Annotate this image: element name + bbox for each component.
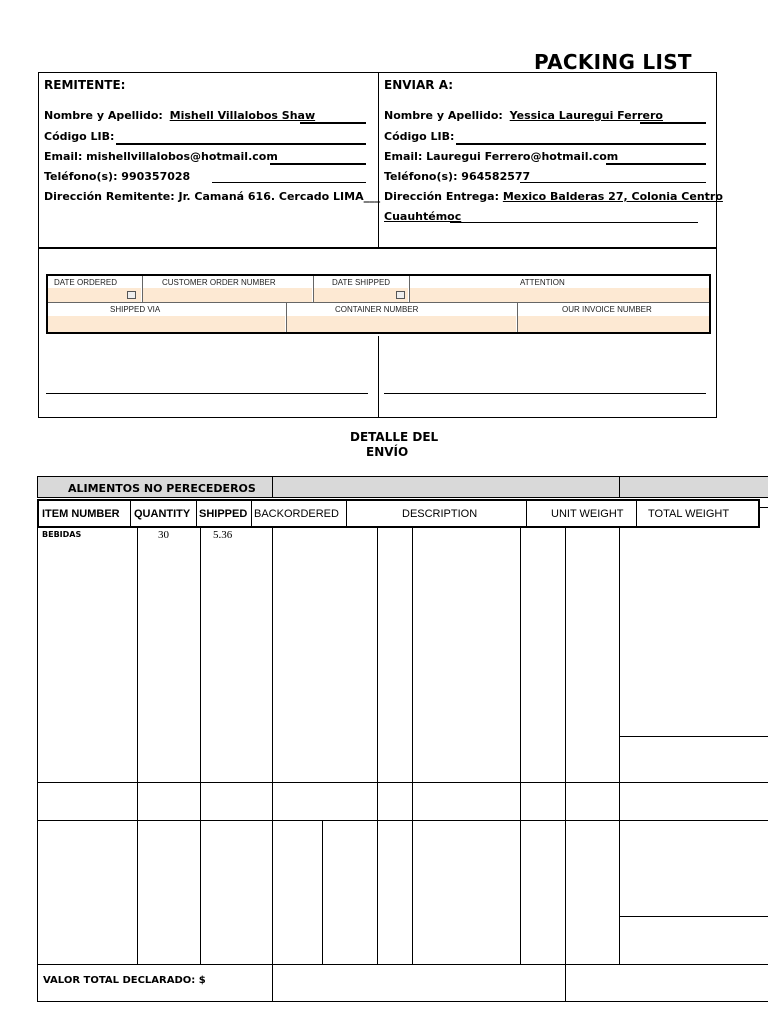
recipient-address-value-2: Cuauhtémoc	[384, 210, 462, 223]
container-number-label: CONTAINER NUMBER	[335, 305, 419, 314]
sender-name-underline	[300, 122, 366, 124]
recipient-address-label: Dirección Entrega:	[384, 190, 500, 203]
sender-email: Email: mishellvillalobos@hotmail.com	[44, 150, 278, 163]
sender-name-field[interactable]	[44, 109, 315, 122]
recipient-address-value: Mexico Balderas 27, Colonia Centro	[502, 190, 723, 203]
row-item-number: BEBIDAS	[42, 530, 82, 539]
table-col-line	[200, 528, 201, 964]
date-shipped-label: DATE SHIPPED	[332, 278, 391, 287]
recipient-address-field	[384, 190, 723, 203]
header-divider	[636, 501, 637, 526]
sender-address: Dirección Remitente: Jr. Camaná 616. Cercado LIMA___	[44, 190, 381, 203]
sender-email-underline	[270, 163, 366, 165]
header-divider	[196, 501, 197, 526]
table-row-line	[37, 820, 768, 821]
grid-row-divider	[48, 302, 709, 303]
table-row-line	[37, 964, 768, 965]
recipient-phone: Teléfono(s): 964582577	[384, 170, 531, 183]
sender-heading: REMITENTE:	[44, 78, 126, 92]
total-declared-label: VALOR TOTAL DECLARADO: $	[43, 975, 206, 986]
table-col-line	[412, 528, 413, 964]
sender-phone-underline	[212, 182, 366, 183]
table-col-line	[520, 528, 521, 964]
recipient-name-label: Nombre y Apellido:	[384, 109, 503, 122]
category-label: ALIMENTOS NO PERECEDEROS	[68, 482, 256, 495]
recipient-code-label: Código LIB:	[384, 130, 455, 143]
left-signature-line	[46, 393, 368, 394]
recipient-heading: ENVIAR A:	[384, 78, 454, 92]
sender-name-label: Nombre y Apellido:	[44, 109, 163, 122]
date-shipped-calendar-icon[interactable]	[396, 291, 405, 299]
header-divider	[346, 501, 347, 526]
grid-divider	[313, 276, 314, 302]
customer-order-number-label: CUSTOMER ORDER NUMBER	[162, 278, 276, 287]
recipient-email: Email: Lauregui Ferrero@hotmail.com	[384, 150, 619, 163]
row-shipped: 5.36	[213, 529, 233, 541]
sender-code-label: Código LIB:	[44, 130, 115, 143]
table-row-line	[620, 736, 768, 737]
recipient-email-underline	[606, 163, 706, 165]
detail-title-line1: DETALLE DEL	[350, 430, 439, 444]
item-table-body	[37, 528, 768, 1002]
attention-input[interactable]	[410, 288, 709, 302]
sender-code-input[interactable]	[116, 143, 366, 145]
category-divider	[272, 476, 273, 498]
grid-divider	[517, 303, 518, 332]
col-total-weight: TOTAL WEIGHT	[648, 508, 730, 520]
recipient-code-input[interactable]	[456, 143, 706, 145]
category-divider	[619, 476, 620, 498]
container-number-input[interactable]	[287, 316, 516, 332]
recipient-address-underline	[450, 222, 698, 223]
page-title: PACKING LIST	[534, 50, 692, 74]
table-col-line	[565, 528, 566, 1002]
sender-name-value: Mishell Villalobos Shaw	[169, 109, 316, 122]
header-tail	[760, 507, 768, 508]
table-row-line	[37, 782, 768, 783]
grid-divider	[142, 276, 143, 302]
date-shipped-input[interactable]	[314, 288, 408, 302]
grid-divider	[409, 276, 410, 302]
col-backordered: BACKORDERED	[254, 508, 339, 520]
table-col-line	[137, 528, 138, 964]
recipient-name-underline	[640, 122, 706, 124]
table-col-line	[619, 528, 620, 964]
header-divider	[526, 501, 527, 526]
right-signature-line	[384, 393, 706, 394]
table-row-line	[620, 916, 768, 917]
our-invoice-number-input[interactable]	[518, 316, 709, 332]
col-shipped: SHIPPED	[199, 508, 248, 520]
date-ordered-calendar-icon[interactable]	[127, 291, 136, 299]
recipient-phone-underline	[520, 182, 706, 183]
col-item-number: ITEM NUMBER	[42, 508, 120, 520]
header-divider	[251, 501, 252, 526]
col-unit-weight: UNIT WEIGHT	[551, 508, 624, 520]
table-row	[38, 530, 618, 544]
sender-phone: Teléfono(s): 990357028	[44, 170, 191, 183]
row-quantity: 30	[158, 529, 169, 541]
order-section-divider-lower	[378, 336, 379, 418]
order-grid	[46, 274, 711, 334]
recipient-name-field[interactable]	[384, 109, 663, 122]
attention-label: ATTENTION	[520, 278, 565, 287]
customer-order-number-input[interactable]	[143, 288, 312, 302]
recipient-name-value: Yessica Lauregui Ferrero	[509, 109, 663, 122]
col-quantity: QUANTITY	[134, 508, 191, 520]
shipped-via-label: SHIPPED VIA	[110, 305, 161, 314]
table-col-line	[377, 528, 378, 964]
shipped-via-input[interactable]	[48, 316, 285, 332]
address-divider	[378, 72, 379, 248]
header-divider	[130, 501, 131, 526]
col-description: DESCRIPTION	[402, 508, 478, 520]
our-invoice-number-label: OUR INVOICE NUMBER	[562, 305, 652, 314]
date-ordered-label: DATE ORDERED	[54, 278, 117, 287]
table-col-line	[272, 528, 273, 1002]
detail-title-line2: ENVÍO	[366, 445, 409, 459]
grid-divider	[286, 303, 287, 332]
table-col-line	[322, 820, 323, 964]
